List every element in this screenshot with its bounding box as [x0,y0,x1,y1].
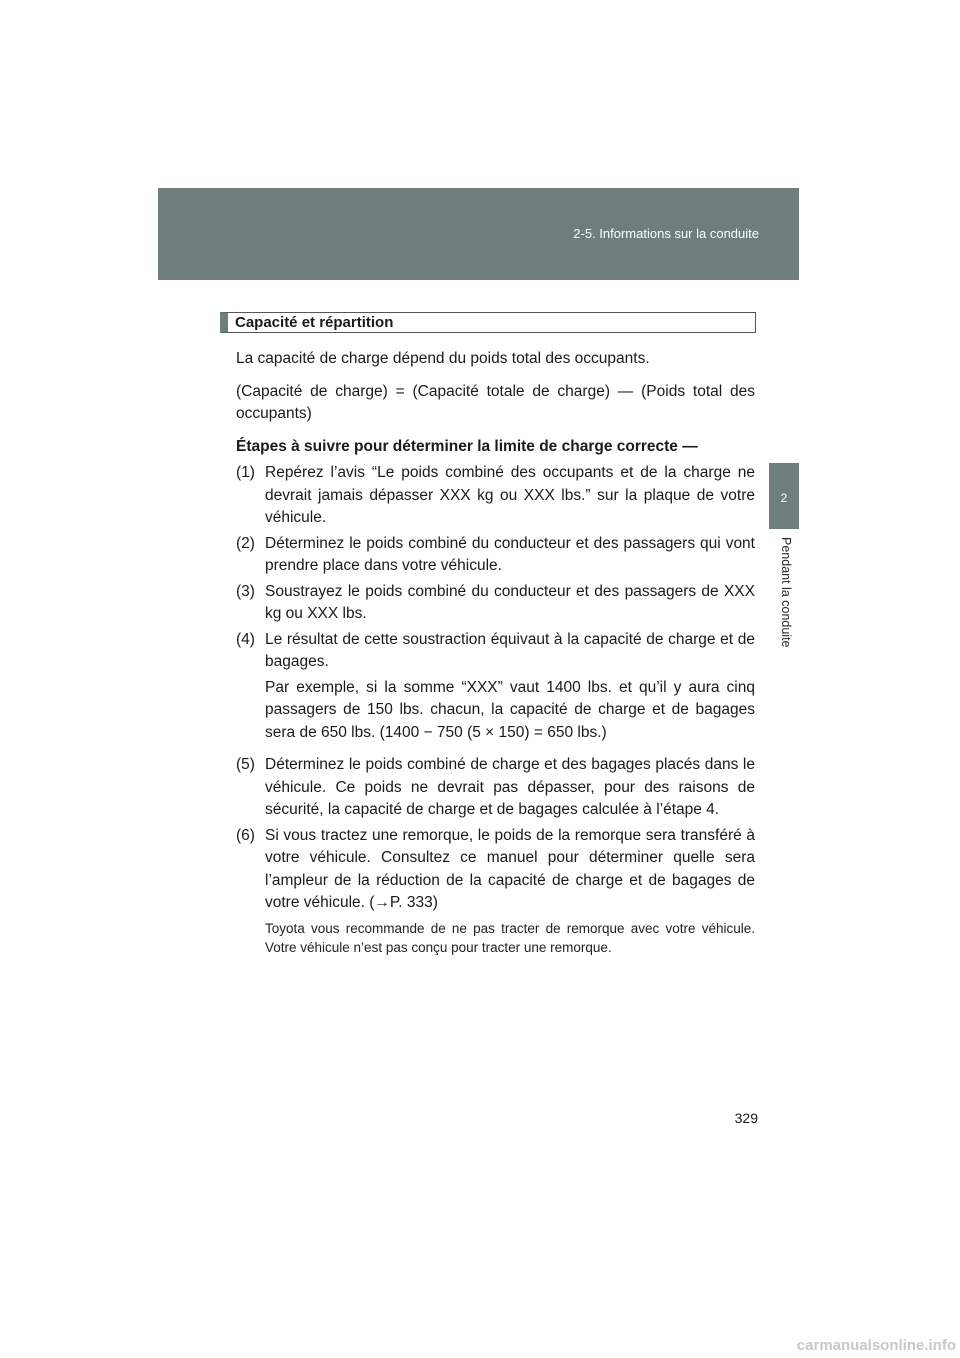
watermark-text: carmanualsonline.info [796,1337,956,1354]
chapter-section-title: 2-5. Informations sur la conduite [573,226,759,241]
step-number: (2) [236,534,255,552]
step-item [236,533,755,578]
chapter-header-band [158,188,799,280]
section-heading: Capacité et répartition [220,312,756,333]
chapter-side-label: Pendant la conduite [779,537,793,648]
step-number: (4) [236,630,255,648]
step-item [236,825,755,915]
chapter-number: 2 [780,491,788,505]
step-item [236,462,755,530]
step-number: (3) [236,582,255,600]
step-number: (6) [236,826,255,844]
step-number: (1) [236,464,255,481]
page-number: 329 [734,1110,758,1126]
step-text: Le résultat de cette soustraction équivaut à la capacité de charge et de bagages. [265,630,755,670]
step-text: Si vous tractez une remorque, le poids de la remorque sera transféré à votre véhicule. Consultez ce manuel pour déterminer quelle sera l’ampleur de la réduction de la capacité de charge et de bagages de votre véhicule. (→P. 333) [265,826,755,911]
example-paragraph: Par exemple, si la somme “XXX” vaut 1400 lbs. et qu’il y aura cinq passagers de 150 lbs. chacun, la capacité de charge et de bagages sera de 650 lbs. (1400 − 750 (5 × 150) = 650 lbs.) [265,678,755,741]
chapter-side-tab [769,463,799,529]
step-item [236,754,755,822]
steps-heading: Étapes à suivre pour déterminer la limite de charge correcte — [236,437,698,455]
step-text: Déterminez le poids combiné du conducteur et des passagers qui vont prendre place dans votre véhicule. [265,534,755,574]
step-item [236,581,755,626]
page-content [236,348,755,957]
step-number: (5) [236,756,255,773]
step-item [236,629,755,674]
step-text: Déterminez le poids combiné de charge et des bagages placés dans le véhicule. Ce poids ne devrait pas dépasser, pour des raisons de sécurité, la capacité de charge et de bagages calculée à l’étape 4. [265,756,755,818]
step-text: Repérez l’avis “Le poids combiné des occupants et de la charge ne devrait jamais dépasser XXX kg ou XXX lbs.” sur la plaque de votre véhicule. [265,464,755,526]
formula-paragraph: (Capacité de charge) = (Capacité totale de charge) — (Poids total des occupants) [236,382,755,422]
step-text: Soustrayez le poids combiné du conducteur et des passagers de XXX kg ou XXX lbs. [265,582,755,622]
intro-paragraph: La capacité de charge dépend du poids total des occupants. [236,350,650,367]
note-paragraph: Toyota vous recommande de ne pas tracter de remorque avec votre véhicule. Votre véhicule n’est pas conçu pour tracter une remorque. [265,920,755,955]
